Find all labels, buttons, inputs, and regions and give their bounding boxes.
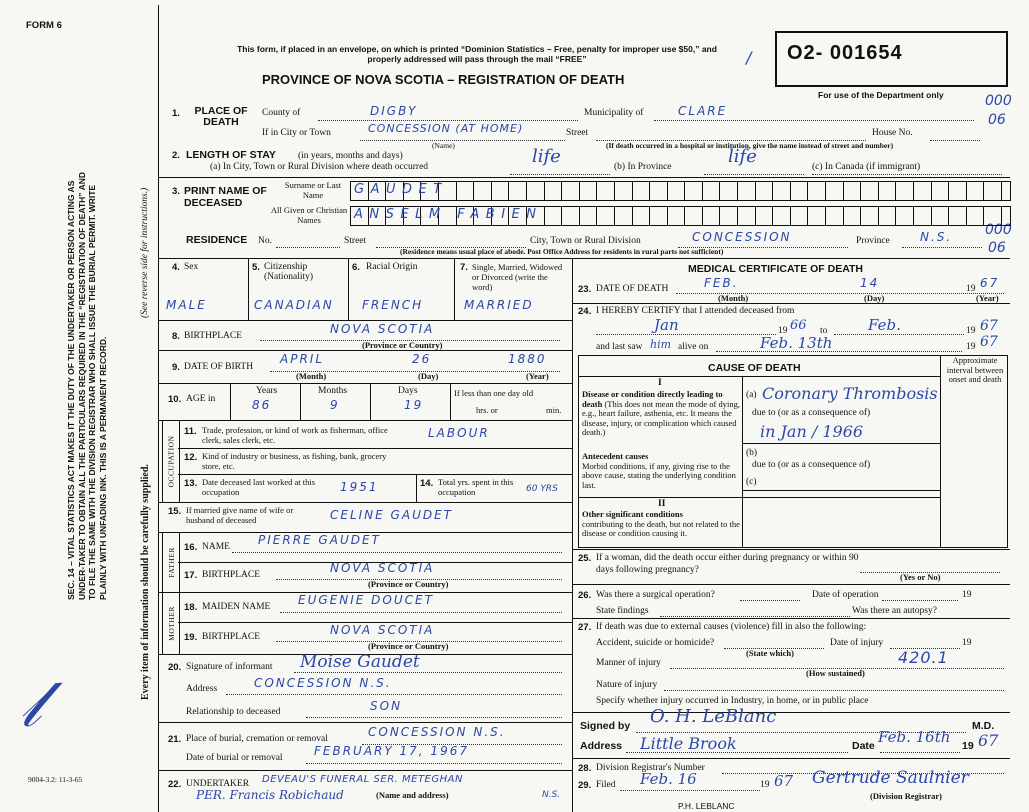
manner-label: Manner of injury [596,658,661,668]
md-label: M.D. [972,720,995,732]
cause-code[interactable]: 420.1 [898,648,949,667]
division-registrar-label: (Division Registrar) [870,791,943,801]
header-tick-mark: / [746,48,754,67]
burial-date-line [306,763,562,764]
occupation-13-14-divider [416,474,417,502]
death-month[interactable]: FEB. [704,276,739,290]
dept-code-4: 06 [988,240,1006,256]
q26-label: Was there a surgical operation? [596,590,715,600]
certify-to-line [834,334,964,335]
street-label: Street [566,128,589,138]
rule-after-26 [572,618,1010,619]
rule-before-28 [572,758,1010,759]
item-number-15: 15. [168,506,182,517]
alive-on-line [716,351,962,352]
print-name-label: PRINT NAME OF DECEASED [184,185,267,209]
item-number-28: 28. [578,763,592,774]
item-number-23: 23. [578,284,592,295]
death-year[interactable]: 67 [980,276,1000,290]
stay-b-line [704,174,804,175]
physician-signature[interactable]: O. H. LeBlanc [650,706,777,727]
item-number-25: 25. [578,553,592,564]
grid-rule-top [158,258,1010,259]
attended-from-year[interactable]: 66 [790,318,807,333]
cause-c-mark: (c) [746,477,757,487]
given-value[interactable]: ANSELM FABIEN [354,207,543,222]
filed-date[interactable]: Feb. 16 [640,770,697,788]
last-worked-value[interactable]: 1951 [340,480,379,494]
mother-birthplace-sub: (Province or Country) [368,641,449,651]
age-divider-1 [230,383,231,420]
item-number-11: 11. [184,426,197,437]
item-number-29: 29. [578,780,592,791]
mail-notice: This form, if placed in an envelope, on which is printed “Dominion Statistics – Free, penalty for improper use $50,” and properly addressed will pass through the mail “FREE” [237,44,717,64]
autopsy-label: Was there an autopsy? [852,606,937,616]
residence-no-label: No. [258,236,272,246]
trade-value[interactable]: LABOUR [428,426,490,440]
mother-tab: MOTHER [162,592,180,654]
city-value[interactable]: CONCESSION (AT HOME) [368,122,524,135]
surname-value[interactable]: GAUDET [354,182,448,197]
informant-address-label: Address [186,684,218,694]
father-birthplace-value[interactable]: NOVA SCOTIA [330,561,435,575]
stay-b-label: (b) In Province [614,162,672,172]
form-number: FORM 6 [26,20,62,31]
signed-date-label: Date [852,740,875,752]
father-name-value[interactable]: PIERRE GAUDET [258,533,381,547]
item-number-3: 3. [172,186,180,197]
rule-before-signed [572,712,1010,713]
undertaker-suffix[interactable]: N.S. [542,790,561,800]
age-months-label: Months [318,386,348,396]
place-of-death-label: PLACE OF DEATH [194,105,248,128]
filed-label: Filed [596,780,616,790]
item-number-10: 10. [168,394,182,405]
instructions-note: (See reverse side for instructions.) [140,187,150,318]
death-year-label: (Year) [976,293,999,303]
alive-on-label: alive on [678,342,709,352]
item-number-1: 1. [172,108,180,119]
cause-header-rule [578,376,940,377]
dept-code-2: 06 [988,112,1006,128]
item-number-22: 22. [168,779,182,790]
last-saw-label: and last saw [596,342,643,352]
dob-day[interactable]: 26 [412,352,432,366]
maiden-value[interactable]: EUGENIE DOUCET [298,593,434,607]
cause-label-divider [742,376,743,548]
spouse-value[interactable]: CELINE GAUDET [330,508,454,522]
attended-to-19: 19 [966,326,976,336]
direct-label: Disease or condition directly leading to death (This does not mean the mode of dying, e.g., heart failure, asthenia, etc. It means the disease, injury, or complication which caused death.) [582,389,740,437]
residence-note: (Residence means usual place of abode. Post Office Address for residents in rural parts not sufficient) [400,247,724,256]
physician-address[interactable]: Little Brook [640,734,737,753]
cause-interval-divider [940,355,941,548]
city-label: If in City or Town [262,128,331,138]
supply-note: Every item of information should be carefully supplied. [140,464,151,700]
age-months-value[interactable]: 9 [330,398,340,412]
residence-label: RESIDENCE [186,234,248,246]
industry-q-label: Specify whether injury occurred in Industry, in home, or in public place [596,696,869,706]
attended-from-19: 19 [778,326,788,336]
how-sustained-label: (How sustained) [806,668,865,678]
rule-before-25 [572,549,1010,550]
dept-use-label: For use of the Department only [818,90,944,100]
marital-value[interactable]: MARRIED [464,298,534,312]
hrs-label: hrs. or [476,405,498,415]
form-title: PROVINCE OF NOVA SCOTIA – REGISTRATION OF DEATH [262,72,625,87]
dept-code-3: 000 [985,222,1012,238]
stay-c-label: (c) In Canada (if immigrant) [812,162,921,172]
rule-after-7 [158,320,572,321]
age-days-value[interactable]: 19 [404,398,424,412]
registrar-footnote: P.H. LEBLANC [678,801,735,811]
rule-after-20 [158,722,572,723]
interval-label: Approximate interval between onset and death [946,355,1004,384]
yes-no-label: (Yes or No) [900,572,941,582]
last-saw-who[interactable]: him [650,338,672,351]
age-years-value[interactable]: 86 [252,398,272,412]
rule-after-23 [572,303,1010,304]
other-label: Other significant conditions contributing to the death, but not related to the disease or condition causing it. [582,509,740,538]
cause-rule-ab [742,443,940,444]
years-spent-label: Total yrs. spent in this occupation [438,477,514,497]
center-divider [572,258,573,812]
item-number-9: 9. [172,362,180,373]
roman-two: II [658,499,666,509]
burial-date-label: Date of burial or removal [186,753,283,763]
item-number-14: 14. [420,478,434,489]
print-code: 9004-3.2: 11-3-65 [28,775,83,784]
municipality-line [654,120,974,121]
origin-divider [454,258,455,320]
informant-address-value[interactable]: CONCESSION N.S. [254,676,392,690]
certify-from-line [596,334,776,335]
rule-after-10 [158,420,572,421]
dob-label: DATE OF BIRTH [184,362,254,372]
father-name-label: NAME [202,542,230,552]
citizen-divider [348,258,349,320]
age-label: AGE in [186,394,216,404]
undertaker-name-address-label: (Name and address) [376,790,449,800]
attended-to[interactable]: Feb. [868,316,901,334]
q25-label: If a woman, did the death occur either during pregnancy or within 90 days following pregnancy? [596,553,859,575]
trade-label: Trade, profession, or kind of work as fisherman, office clerk, sales clerk, etc. [202,425,388,445]
county-value[interactable]: DIGBY [370,104,418,118]
dob-year[interactable]: 1880 [508,352,547,366]
filed-line [620,790,760,791]
informant-signature-label: Signature of informant [186,662,273,672]
father-birthplace-label: BIRTHPLACE [202,570,261,580]
state-which-label: (State which) [746,648,794,658]
item-number-4: 4. [172,262,180,273]
relationship-line [306,717,562,718]
city-line [360,140,565,141]
stay-a-value[interactable]: life [532,146,561,167]
filed-year[interactable]: 67 [774,772,794,790]
dept-code-1: 000 [985,93,1012,109]
rule-after-9 [158,383,572,384]
death-date-label: DATE OF DEATH [596,284,669,294]
county-line [318,120,578,121]
residence-city-value[interactable]: CONCESSION [692,230,792,244]
rule-after-8 [158,350,572,351]
cause-a-due: due to (or as a consequence of) [752,408,871,418]
father-birthplace-sub: (Province or Country) [368,579,449,589]
item-number-2: 2. [172,150,180,161]
maiden-label: MAIDEN NAME [202,602,271,612]
physician-address-label: Address [580,740,623,752]
age-days-label: Days [398,386,418,396]
injury-date-label: Date of injury [830,638,884,648]
item-number-6: 6. [352,262,360,273]
item-number-16: 16. [184,542,198,553]
given-label: All Given or Christian Names [270,205,348,225]
item-number-13: 13. [184,478,198,489]
death-day[interactable]: 14 [860,276,880,290]
age-divider-4 [450,383,451,420]
nature-label: Nature of injury [596,680,658,690]
registrar-number-label: Division Registrar's Number [596,763,705,773]
rule-after-14 [158,502,572,503]
form-left-border [158,5,159,812]
certify-label: I HEREBY CERTIFY that I attended deceased from [596,306,795,316]
item-number-21: 21. [168,734,182,745]
burial-place-label: Place of burial, cremation or removal [186,734,328,744]
burial-date-value[interactable]: FEBRUARY 17, 1967 [314,744,469,758]
filed-year-prefix: 19 [760,780,770,790]
item-number-19: 19. [184,632,198,643]
stay-a-label: (a) In City, Town or Rural Division where death occurred [210,162,429,172]
op-date-line [882,600,958,601]
undertaker-per[interactable]: PER. Francis Robichaud [196,788,344,802]
item-number-18: 18. [184,602,198,613]
residence-no-line [276,247,340,248]
county-label: County of [262,108,301,118]
lt-day-label: If less than one day old [454,388,534,398]
item-number-27: 27. [578,622,592,633]
age-divider-3 [370,383,371,420]
item-number-24: 24. [578,306,592,317]
citizenship-label: Citizenship (Nationality) [264,262,314,282]
cause-rule-c [742,490,940,491]
stay-c-line [812,174,1002,175]
item-number-7: 7. [460,262,468,273]
death-day-label: (Day) [864,293,885,303]
relationship-label: Relationship to deceased [186,707,281,717]
registration-number: O2- 001654 [787,42,903,64]
registrar-signature[interactable]: Gertrude Saulnier [812,768,969,788]
cause-of-death-title: CAUSE OF DEATH [708,362,801,374]
item-number-12: 12. [184,452,198,463]
birthplace-value[interactable]: NOVA SCOTIA [330,322,435,336]
min-label: min. [546,405,562,415]
death-month-label: (Month) [718,293,749,303]
father-tab: FATHER [162,532,180,592]
birthplace-sub: (Province or Country) [362,340,443,350]
name-top-rule [158,177,1010,178]
q27-label: If death was due to external causes (violence) fill in also the following: [596,622,867,632]
signed-year[interactable]: 67 [978,731,999,750]
sex-value[interactable]: MALE [166,298,207,312]
house-line [930,140,980,141]
stay-b-value[interactable]: life [728,146,757,167]
statute-text: SEC. 14 – VITAL STATISTICS ACT MAKES IT THE DUTY OF THE UNDERTAKER OR PERSON ACTING AS UNDER-TAKER TO OBTAIN ALL THE PARTICULARS REQUIRED IN THE “REGISTRATION OF DEATH” AND TO FILE THE SAME WITH THE DIVISION REGISTRAR WHO SHALL ISSUE THE BURIAL PERMIT. WRITE PLAINLY WITH UNFADING INK. THIS IS A PERMANENT RECORD. [66,172,108,600]
age-divider-2 [300,383,301,420]
last-worked-label: Date deceased last worked at this occupation [202,477,316,497]
city-name-label: (Name) [432,141,455,150]
burial-place-value[interactable]: CONCESSION N.S. [368,725,506,739]
surname-boxes [350,181,1011,201]
father-name-line [232,552,562,553]
roman-one: I [658,378,662,388]
item-number-17: 17. [184,570,198,581]
q26-line [740,600,800,601]
residence-street-label: Street [344,236,367,246]
to-label: to [820,326,828,336]
signed-date-line [880,752,960,753]
surname-label: Surname or Last Name [284,180,342,200]
cause-rule-ii [578,497,940,498]
antecedent-label: Antecedent causes Morbid conditions, if any, giving rise to the above cause, stating the underlying condition last. [582,451,736,490]
informant-address-line [226,694,562,695]
length-units: (in years, months and days) [298,151,403,161]
house-label: House No. [872,128,913,138]
origin-label: Racial Origin [366,262,418,272]
municipality-value[interactable]: CLARE [678,104,728,118]
undertaker-label: UNDERTAKER [186,779,250,789]
rule-after-11 [178,448,572,449]
sex-divider [248,258,249,320]
item-number-20: 20. [168,662,182,673]
accident-label: Accident, suicide or homicide? [596,638,715,648]
residence-city-label: City, Town or Rural Division [530,236,641,246]
op-date-19: 19 [962,590,972,600]
item-number-26: 26. [578,590,592,601]
occupation-tab: OCCUPATION [162,420,180,502]
dob-month-label: (Month) [296,371,327,381]
length-of-stay-label: LENGTH OF STAY [186,149,276,161]
medical-title: MEDICAL CERTIFICATE OF DEATH [688,263,863,275]
last-seen-19: 19 [966,342,976,352]
residence-province-label: Province [856,236,890,246]
death-year-prefix: 19 [966,284,976,294]
years-spent-value[interactable]: 60 YRS [526,484,558,494]
dob-day-label: (Day) [418,371,439,381]
informant-signature[interactable]: Moise Gaudet [300,652,420,672]
mother-birthplace-value[interactable]: NOVA SCOTIA [330,623,435,637]
registration-number-box [775,31,1008,87]
signed-by-label: Signed by [580,720,631,732]
state-findings-label: State findings [596,606,649,616]
residence-province-line [902,247,982,248]
dob-year-label: (Year) [526,371,549,381]
attended-to-year[interactable]: 67 [980,318,998,334]
cause-a-mark: (a) [746,390,757,400]
rule-after-21 [158,770,572,771]
op-date-label: Date of operation [812,590,879,600]
findings-line [660,616,850,617]
industry-label: Kind of industry or business, as fishing, bank, grocery store, etc. [202,451,387,471]
item-number-8: 8. [172,331,180,342]
marital-label: Single, Married, Widowed or Divorced (write the word) [472,262,563,292]
stay-a-line [510,174,610,175]
attended-from[interactable]: Jan [654,316,679,334]
residence-province-value[interactable]: N.S. [920,230,953,244]
cause-a-extra[interactable]: in Jan / 1966 [760,422,864,441]
hospital-note: (If death occurred in a hospital or institution, give the name instead of street and number) [606,141,894,150]
item-number-5: 5. [252,262,260,273]
origin-value[interactable]: FRENCH [362,298,424,312]
rule-after-25 [572,584,1010,585]
cause-a-value[interactable]: Coronary Thrombosis [762,384,938,403]
municipality-label: Municipality of [584,108,644,118]
cause-b-mark: (b) [746,448,758,458]
age-years-label: Years [256,386,278,396]
nature-line [664,690,1004,691]
signed-year-prefix: 19 [962,740,974,752]
undertaker-value[interactable]: DEVEAU'S FUNERAL SER. METEGHAN [262,774,463,785]
birthplace-label: BIRTHPLACE [184,331,243,341]
informant-signature-line [294,672,562,673]
last-seen-date[interactable]: Feb. 13th [760,334,833,352]
margin-signature-mark: 𝓁 [20,668,42,742]
maiden-line [280,612,562,613]
injury-date-19: 19 [962,638,972,648]
rule-after-12 [178,474,572,475]
last-seen-year[interactable]: 67 [980,334,998,350]
signed-date[interactable]: Feb. 16th [878,728,951,746]
mother-birthplace-label: BIRTHPLACE [202,632,261,642]
dob-month[interactable]: APRIL [280,352,325,366]
spouse-label: If married give name of wife or husband of deceased [186,505,294,525]
sex-label: Sex [184,262,199,272]
cause-b-due: due to (or as a consequence of) [752,460,871,470]
citizenship-value[interactable]: CANADIAN [254,298,334,312]
relationship-value[interactable]: SON [370,699,403,713]
